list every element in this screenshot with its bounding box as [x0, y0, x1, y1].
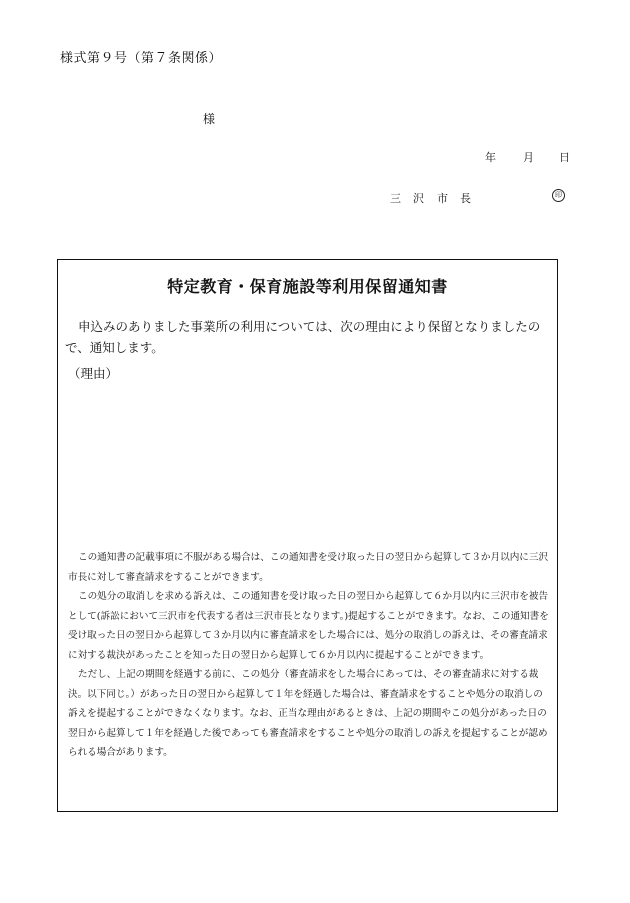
issuer-char-4: 長 [460, 192, 471, 205]
instruction-paragraph: ただし、上記の期間を経過する前に、この処分（審査請求をした場合にあっては、その審査請求に対する裁決。以下同じ。）があった日の翌日から起算して１年を経過した場合は、審査請求をすることや処分の取消しの訴えを提起することができなくなります。なお、正当な理由があるときは、上記の期間やこの処分があった日の翌日から起算して１年を経過した後であっても審査請求をすることや処分の取消しの訴えを提起することが認められる場合があります。 [68, 669, 548, 758]
issuer-char-1: 三 [390, 192, 401, 205]
notice-box [57, 259, 558, 812]
seal-mark: 印 [552, 189, 565, 202]
date-year-label: 年 [485, 151, 496, 164]
instruction-paragraph: この通知書の記載事項に不服がある場合は、この通知書を受け取った日の翌日から起算して３か月以内に三沢市長に対して審査請求をすることができます。 [68, 552, 549, 583]
form-number: 様式第９号（第７条関係） [60, 51, 223, 66]
notice-intro: 申込みのありました事業所の利用については、次の理由により保留となりましたので、通知します。 [65, 319, 541, 355]
date-day-label: 日 [559, 151, 570, 164]
issuer-char-2: 沢 [413, 192, 424, 205]
date-month-label: 月 [523, 151, 534, 164]
addressee-suffix: 様 [203, 112, 216, 126]
instruction-paragraph: この処分の取消しを求める訴えは、この通知書を受け取った日の翌日から起算して６か月以内に三沢市を被告として(訴訟において三沢市を代表する者は三沢市長となります。)提起することができます。なお、この通知書を受け取った日の翌日から起算して３か月以内に審査請求をした場合には、処分の取消しの訴えは、その審査請求に対する裁決があったことを知った日の翌日から起算して６か月以内に提起することができます。 [68, 591, 549, 661]
notice-title: 特定教育・保育施設等利用保留通知書 [167, 277, 448, 296]
issuer-char-3: 市 [437, 192, 448, 205]
reason-label: （理由） [68, 366, 119, 381]
appeal-instructions [68, 548, 549, 763]
